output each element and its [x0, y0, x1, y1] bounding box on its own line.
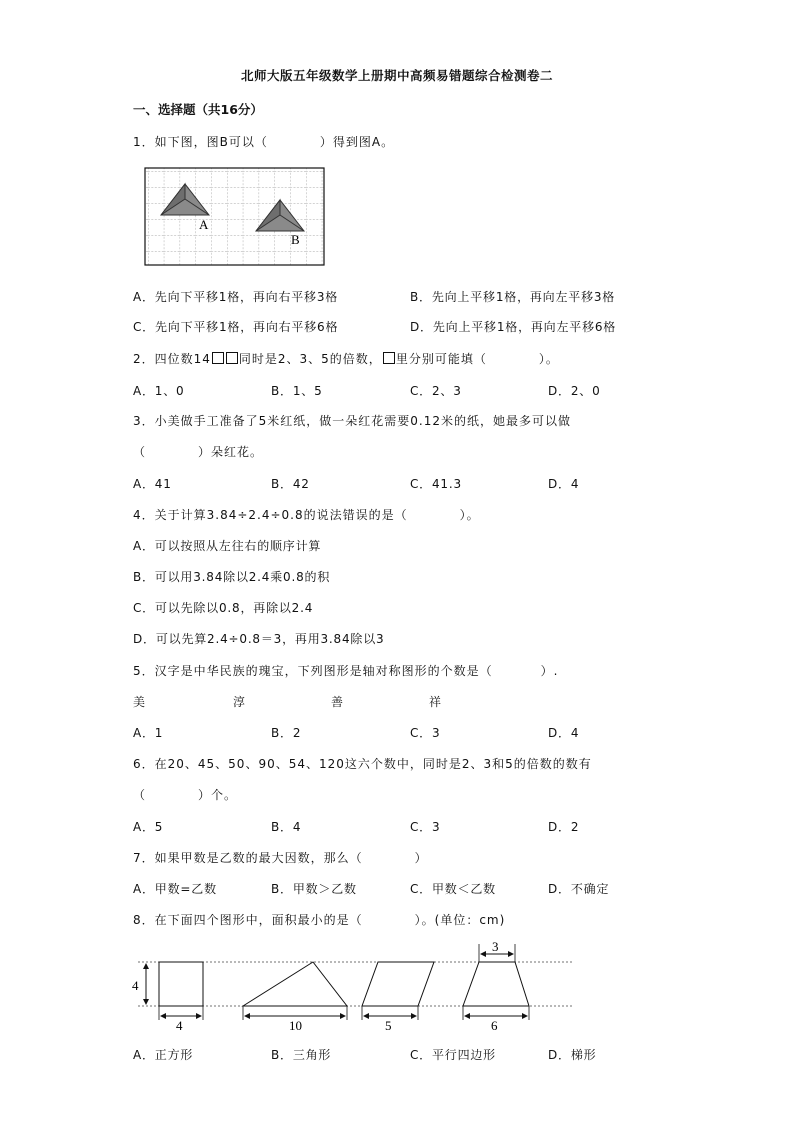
q8-parallelogram-label: 5 [385, 1018, 392, 1033]
digit-box-icon [212, 352, 224, 364]
q3-option-d[interactable]: D．4 [548, 477, 580, 491]
q1-option-a[interactable]: A．先向下平移1格，再向右平移3格 [133, 290, 339, 304]
q7-option-c[interactable]: C．甲数＜乙数 [410, 882, 496, 896]
q5-char-4: 祥 [429, 695, 442, 709]
q4-option-b[interactable]: B．可以用3.84除以2.4乘0.8的积 [133, 570, 331, 584]
question-8 [133, 911, 505, 928]
q2-stem-b: 同时是2、3、5的倍数， [238, 352, 382, 366]
q7-option-b[interactable]: B．甲数＞乙数 [271, 882, 357, 896]
parallelogram-shape [362, 962, 434, 1006]
question-6-line-2 [133, 786, 237, 803]
q6-option-a[interactable]: A．5 [133, 820, 164, 834]
q2-option-c[interactable]: C．2、3 [410, 384, 462, 398]
q8-trapezoid-bottom-label: 6 [491, 1018, 498, 1033]
q1-option-d[interactable]: D．先向上平移1格，再向左平移6格 [410, 320, 617, 334]
q7-stem-b: ） [414, 851, 428, 865]
q8-stem-a: 8．在下面四个图形中，面积最小的是（ [133, 913, 363, 927]
q5-stem-a: 5．汉字是中华民族的瑰宝，下列图形是轴对称图形的个数是（ [133, 664, 493, 678]
q8-option-a[interactable]: A．正方形 [133, 1048, 194, 1062]
q8-triangle-label: 10 [289, 1018, 302, 1033]
q5-option-d[interactable]: D．4 [548, 726, 580, 740]
q4-option-d[interactable]: D．可以先算2.4÷0.8＝3，再用3.84除以3 [133, 632, 385, 646]
q2-option-b[interactable]: B．1、5 [271, 384, 323, 398]
q1-stem-a: 1．如下图，图B可以（ [133, 135, 268, 149]
q3-option-c[interactable]: C．41.3 [410, 477, 462, 491]
q5-char-3: 善 [331, 695, 344, 709]
digit-box-icon [226, 352, 238, 364]
q1-stem-b: ）得到图A。 [319, 135, 395, 149]
q8-option-c[interactable]: C．平行四边形 [410, 1048, 496, 1062]
q8-option-d[interactable]: D．梯形 [548, 1048, 597, 1062]
q3-line2-a: （ [133, 445, 147, 459]
page-title: 北师大版五年级数学上册期中高频易错题综合检测卷二 [240, 68, 553, 83]
question-4 [133, 506, 480, 523]
q8-shapes-figure [130, 938, 580, 1034]
q6-option-c[interactable]: C．3 [410, 820, 441, 834]
q4-option-c[interactable]: C．可以先除以0.8，再除以2.4 [133, 601, 314, 615]
q7-option-d[interactable]: D．不确定 [548, 882, 610, 896]
q2-stem-a: 2．四位数14 [133, 352, 211, 366]
q2-stem-d: ）。 [538, 352, 559, 366]
q5-char-2: 淳 [233, 695, 246, 709]
digit-box-icon [383, 352, 395, 364]
q5-stem-b: ）. [540, 664, 559, 678]
q1-option-c[interactable]: C．先向下平移1格，再向右平移6格 [133, 320, 339, 334]
section-heading: 一、选择题（共16分） [133, 102, 263, 117]
q2-stem-c: 里分别可能填（ [395, 352, 487, 366]
question-7 [133, 849, 428, 866]
q6-option-b[interactable]: B．4 [271, 820, 302, 834]
q7-stem-a: 7．如果甲数是乙数的最大因数，那么（ [133, 851, 363, 865]
q4-stem-a: 4．关于计算3.84÷2.4÷0.8的说法错误的是（ [133, 508, 408, 522]
q4-option-a[interactable]: A．可以按照从左往右的顺序计算 [133, 539, 322, 553]
q5-char-1: 美 [133, 695, 146, 709]
q5-option-a[interactable]: A．1 [133, 726, 164, 740]
q3-option-a[interactable]: A．41 [133, 477, 172, 491]
q1-label-b: B [291, 232, 300, 247]
q1-grid-figure [145, 168, 325, 266]
q8-square-label: 4 [176, 1018, 183, 1033]
triangle-shape [243, 962, 347, 1006]
question-3-line-2 [133, 443, 263, 460]
q8-height-label: 4 [132, 978, 139, 993]
q3-option-b[interactable]: B．42 [271, 477, 310, 491]
q1-option-b[interactable]: B．先向上平移1格，再向左平移3格 [410, 290, 616, 304]
square-shape [159, 962, 203, 1006]
q2-option-a[interactable]: A．1、0 [133, 384, 185, 398]
q6-line2-b: ）个。 [198, 788, 238, 802]
q6-option-d[interactable]: D．2 [548, 820, 580, 834]
q8-stem-b: ）。(单位：cm) [414, 913, 506, 927]
q3-line2-b: ）朵红花。 [198, 445, 264, 459]
q5-option-b[interactable]: B．2 [271, 726, 302, 740]
q2-option-d[interactable]: D．2、0 [548, 384, 601, 398]
q7-option-a[interactable]: A．甲数=乙数 [133, 882, 217, 896]
q4-stem-b: ）。 [459, 508, 480, 522]
q5-option-c[interactable]: C．3 [410, 726, 441, 740]
q8-option-b[interactable]: B．三角形 [271, 1048, 332, 1062]
q6-line2-a: （ [133, 788, 147, 802]
question-1 [133, 133, 394, 150]
q1-label-a: A [199, 217, 209, 232]
trapezoid-shape [463, 962, 529, 1006]
question-6-line-1: 6．在20、45、50、90、54、120这六个数中，同时是2、3和5的倍数的数有 [133, 757, 592, 771]
q8-trapezoid-top-label: 3 [492, 939, 499, 954]
question-5 [133, 662, 558, 679]
question-3-line-1: 3．小美做手工准备了5米红纸，做一朵红花需要0.12米的纸，她最多可以做 [133, 414, 571, 428]
question-2 [133, 350, 559, 367]
